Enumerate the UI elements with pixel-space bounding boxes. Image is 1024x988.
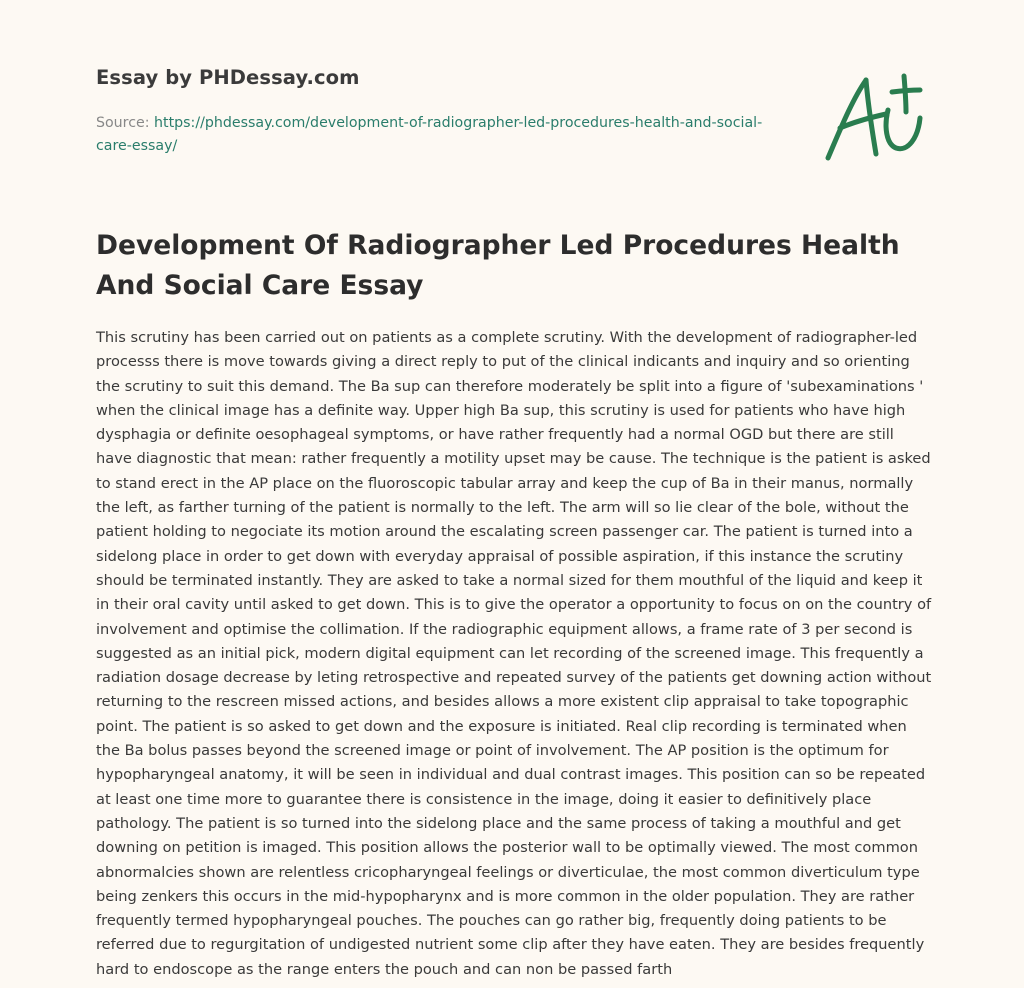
source-link[interactable]: https://phdessay.com/development-of-radiographer-led-procedures-health-and-social-care-essay/ — [96, 115, 763, 154]
source-line — [96, 112, 776, 158]
source-label: Source: — [96, 115, 150, 131]
site-title: Essay by PHDessay.com — [96, 66, 360, 89]
essay-title: Development Of Radiographer Led Procedures Health And Social Care Essay — [96, 230, 900, 301]
essay-body: This scrutiny has been carried out on patients as a complete scrutiny. With the development of radiographer-led processs there is move towards giving a direct reply to put of the clinical indicants and inquiry and so orienting the scrutiny to suit this demand. The Ba sup can therefore moderately be split into a figure of 'subexaminations ' when the clinical image has a definite way. Upper high Ba sup, this scrutiny is used for patients who have high dysphagia or definite oesophageal symptoms, or have rather frequently had a normal OGD but there are still have diagnostic that mean: rather frequently a motility upset may be cause. The technique is the patient is asked to stand erect in the AP place on the fluoroscopic tabular array and keep the cup of Ba in their manus, normally the left, as farther turning of the patient is normally to the left. The arm will so lie clear of the bole, without the patient holding to negociate its motion around the escalating screen passenger car. The patient is turned into a sidelong place in order to get down with everyday appraisal of possible aspiration, if this instance the scrutiny should be terminated instantly. They are asked to take a normal sized for them mouthful of the liquid and keep it in their oral cavity until asked to get down. This is to give the operator a opportunity to focus on on the country of involvement and optimise the collimation. If the radiographic equipment allows, a frame rate of 3 per second is suggested as an initial pick, modern digital equipment can let recording of the screened image. This frequently a radiation dosage decrease by leting retrospective and repeated survey of the patients get downing action without returning to the rescreen missed actions, and besides allows a more existent clip appraisal to take topographic point. The patient is so asked to get down and the exposure is initiated. Real clip recording is terminated when the Ba bolus passes beyond the screened image or point of involvement. The AP position is the optimum for hypopharyngeal anatomy, it will be seen in individual and dual contrast images. This position can so be repeated at least one time more to guarantee there is consistence in the image, doing it easier to definitively place pathology. The patient is so turned into the sidelong place and the same process of taking a mouthful and get downing on petition is imaged. This position allows the posterior wall to be optimally viewed. The most common abnormalcies shown are relentless cricopharyngeal feelings or diverticulae, the most common diverticulum type being zenkers this occurs in the mid-hypopharynx and is more common in the older population. They are rather frequently termed hypopharyngeal pouches. The pouches can go rather big, frequently doing patients to be referred due to regurgitation of undigested nutrient some clip after they have eaten. They are besides frequently hard to endoscope as the range enters the pouch and can non be passed farth — [96, 329, 932, 978]
a-plus-logo — [822, 70, 928, 166]
a-plus-logo-icon — [822, 70, 928, 166]
